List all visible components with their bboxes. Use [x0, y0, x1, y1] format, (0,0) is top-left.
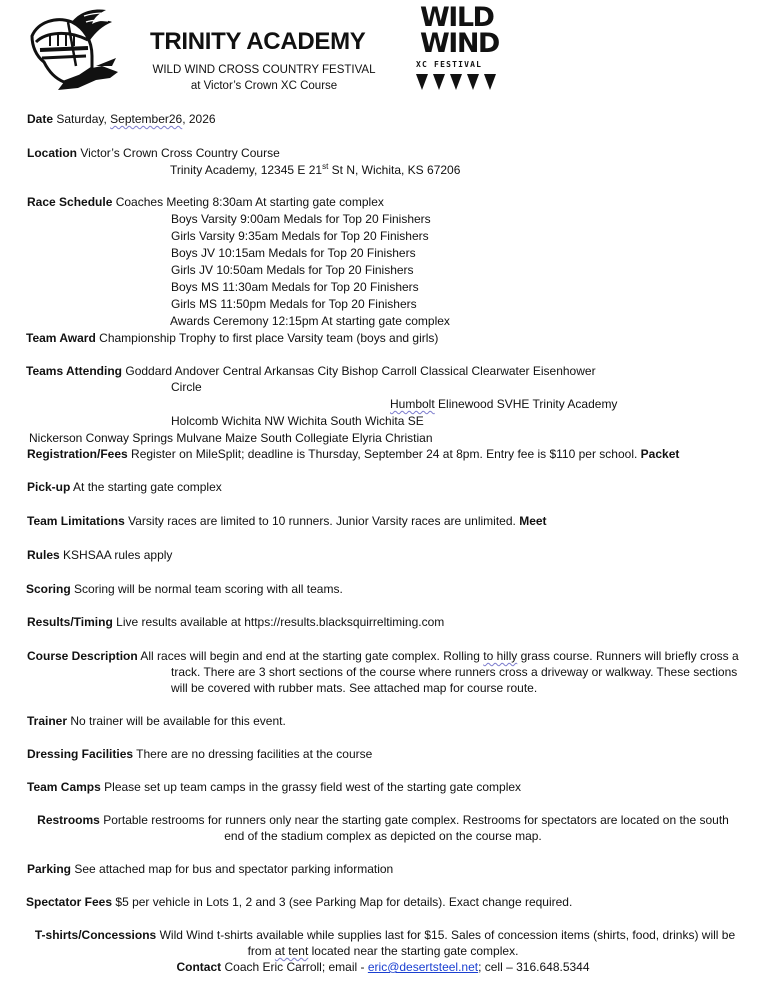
page-subtitle: WILD WIND CROSS COUNTRY FESTIVAL	[152, 64, 376, 76]
tshirts-text-line2	[0, 944, 766, 959]
restrooms-text: end of the stadium complex as depicted on the course map.	[224, 829, 542, 843]
schedule-item: Boys Varsity 9:00am Medals for Top 20 Finishers	[171, 212, 431, 226]
course-description-label: Course Description	[27, 649, 138, 663]
race-schedule-label: Race Schedule	[27, 195, 113, 209]
contact-email-link[interactable]: eric@desertsteel.net	[367, 960, 479, 974]
restrooms-text: Portable restrooms for runners only near the starting gate complex. Restrooms for spectators are located on the south	[103, 813, 729, 827]
tshirts-row	[0, 928, 766, 943]
schedule-item: Coaches Meeting 8:30am At starting gate complex	[115, 195, 384, 209]
scoring-row	[26, 582, 343, 597]
pickup-text: At the starting gate complex	[73, 480, 222, 494]
logo-word-wild: WILD	[420, 2, 494, 33]
results-text: Live results available at https://results.blacksquirreltiming.com	[116, 615, 445, 629]
teams-list-line	[390, 397, 617, 412]
race-schedule-row	[27, 195, 384, 210]
tshirts-label: T-shirts/Concessions	[34, 928, 157, 942]
registration-row	[27, 447, 679, 462]
location-label: Location	[27, 146, 77, 160]
schedule-item: Girls Varsity 9:35am Medals for Top 20 Finishers	[171, 229, 429, 243]
date-text-date: September26	[110, 112, 183, 126]
wild-wind-xc-festival-logo	[412, 4, 498, 94]
course-text: track. There are 3 short sections of the course where runners cross a driveway or walkway. These sections	[171, 665, 738, 679]
team-limitations-label: Team Limitations	[27, 514, 125, 528]
spectator-fees-label: Spectator Fees	[26, 895, 113, 909]
trainer-text: No trainer will be available for this event.	[70, 714, 286, 728]
team-award-row	[26, 331, 438, 346]
schedule-item: Boys MS 11:30am Medals for Top 20 Finishers	[171, 280, 419, 294]
course-text: All races will begin and end at the starting gate complex. Rolling	[140, 649, 484, 663]
course-text-hilly: to hilly	[483, 649, 518, 663]
page-subtitle-venue: at Victor’s Crown XC Course	[190, 80, 338, 92]
teams-list-line: Circle	[171, 380, 202, 394]
pickup-row	[27, 480, 222, 495]
team-award-label: Team Award	[26, 331, 96, 345]
results-label: Results/Timing	[27, 615, 113, 629]
parking-text: See attached map for bus and spectator parking information	[74, 862, 394, 876]
date-text-year: , 2026	[182, 112, 216, 126]
address-street: Trinity Academy, 12345 E 21	[170, 163, 323, 177]
registration-trailing: Packet	[640, 447, 680, 461]
team-award-text: Championship Trophy to first place Varsity team (boys and girls)	[99, 331, 439, 345]
team-limitations-trailing: Meet	[519, 514, 547, 528]
tshirts-text: Wild Wind t-shirts available while supplies last for $15. Sales of concession items (shirts, food, drinks) will be	[159, 928, 736, 942]
teams-list-line: Goddard Andover Central Arkansas City Bishop Carroll Classical Clearwater Eisenhower	[125, 364, 596, 378]
address-city: St N, Wichita, KS 67206	[328, 163, 461, 177]
course-description-row	[27, 649, 739, 664]
pennant-flags-icon	[414, 74, 498, 92]
contact-text: Coach Eric Carroll; email -	[224, 960, 368, 974]
knight-helmet-icon	[28, 6, 120, 92]
page-title: TRINITY ACADEMY	[150, 28, 366, 55]
registration-label: Registration/Fees	[27, 447, 128, 461]
team-limitations-row	[27, 514, 547, 529]
dressing-row	[27, 747, 372, 762]
logo-word-wind: WIND	[420, 28, 499, 59]
rules-label: Rules	[27, 548, 60, 562]
dressing-label: Dressing Facilities	[27, 747, 134, 761]
location-address	[170, 163, 460, 178]
trainer-row	[27, 714, 286, 729]
team-name-humbolt: Humbolt	[390, 397, 435, 411]
rules-row	[27, 548, 172, 563]
pickup-label: Pick-up	[27, 480, 71, 494]
teams-attending-row	[26, 364, 596, 379]
results-row	[27, 615, 444, 630]
rules-text: KSHSAA rules apply	[63, 548, 173, 562]
team-camps-row	[27, 780, 521, 795]
contact-phone: ; cell – 316.648.5344	[478, 960, 590, 974]
scoring-label: Scoring	[26, 582, 71, 596]
parking-row	[27, 862, 393, 877]
date-text-pre: Saturday,	[56, 112, 111, 126]
location-venue: Victor’s Crown Cross Country Course	[80, 146, 280, 160]
course-text: will be covered with rubber mats. See attached map for course route.	[171, 681, 538, 695]
parking-label: Parking	[27, 862, 72, 876]
trainer-label: Trainer	[27, 714, 68, 728]
date-label: Date	[27, 112, 54, 126]
teams-list-line: Nickerson Conway Springs Mulvane Maize South Collegiate Elyria Christian	[29, 431, 433, 445]
scoring-text: Scoring will be normal team scoring with all teams.	[74, 582, 343, 596]
spectator-fees-text: $5 per vehicle in Lots 1, 2 and 3 (see Parking Map for details). Exact change required.	[115, 895, 573, 909]
contact-label: Contact	[176, 960, 222, 974]
team-camps-text: Please set up team camps in the grassy field west of the starting gate complex	[104, 780, 522, 794]
tshirts-text-tent: at tent	[274, 944, 309, 958]
logo-tagline: XC FESTIVAL	[416, 60, 483, 69]
schedule-item: Awards Ceremony 12:15pm At starting gate complex	[170, 314, 450, 328]
schedule-item: Girls MS 11:50pm Medals for Top 20 Finishers	[171, 297, 417, 311]
course-text: grass course. Runners will briefly cross a	[517, 649, 739, 663]
spectator-fees-row	[26, 895, 572, 910]
contact-row	[0, 960, 766, 975]
dressing-text: There are no dressing facilities at the course	[136, 747, 373, 761]
schedule-item: Girls JV 10:50am Medals for Top 20 Finishers	[171, 263, 414, 277]
address-ordinal: st	[322, 162, 329, 171]
schedule-item: Boys JV 10:15am Medals for Top 20 Finishers	[171, 246, 416, 260]
teams-list-line: Holcomb Wichita NW Wichita South Wichita SE	[171, 414, 424, 428]
location-row	[27, 146, 280, 161]
restrooms-label: Restrooms	[37, 813, 100, 827]
date-row	[27, 112, 216, 127]
registration-text: Register on MileSplit; deadline is Thursday, September 24 at 8pm. Entry fee is $110 per school.	[131, 447, 638, 461]
team-camps-label: Team Camps	[27, 780, 101, 794]
tshirts-text: located near the starting gate complex.	[308, 944, 519, 958]
teams-list-rest: Elinewood SVHE Trinity Academy	[434, 397, 618, 411]
team-limitations-text: Varsity races are limited to 10 runners. Junior Varsity races are unlimited.	[128, 514, 516, 528]
teams-attending-label: Teams Attending	[26, 364, 123, 378]
restrooms-row	[0, 813, 766, 828]
tshirts-text: from	[247, 944, 275, 958]
